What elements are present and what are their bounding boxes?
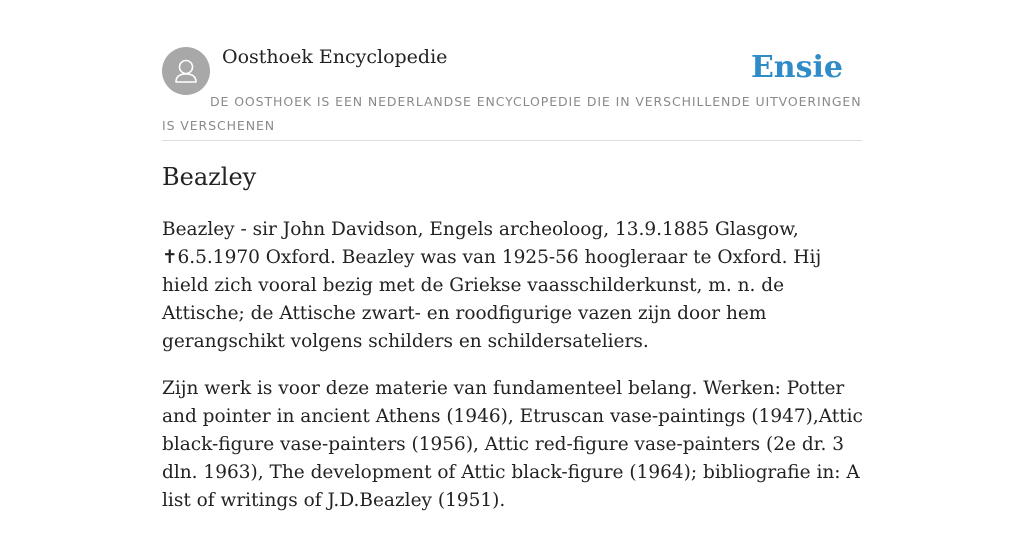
article-paragraph: Zijn werk is voor deze materie van fundamenteel belang. Werken: Potter and pointer in ancient Athens (1946), Etruscan vase-paintings (1947),Attic black-figure vase-painters (1956), Attic red-figure vase-painters (2e dr. 3 dln. 1963), The development of Attic black-figure (1964); bibliografie in: A list of writings of J.D.Beazley (1951). — [162, 378, 863, 511]
article-title: Beazley — [162, 163, 257, 191]
source-tagline: DE OOSTHOEK IS EEN NEDERLANDSE ENCYCLOPEDIE DIE IN VERSCHILLENDE UITVOERINGEN IS VERSCHENEN — [162, 94, 862, 133]
article-body — [162, 216, 867, 534]
user-icon[interactable] — [162, 47, 210, 95]
source-name-link[interactable]: Oosthoek Encyclopedie — [222, 46, 448, 68]
ensie-logo-link[interactable]: Ensie — [750, 50, 843, 85]
article-paragraph: Beazley - sir John Davidson, Engels archeoloog, 13.9.1885 Glasgow, ✝6.5.1970 Oxford. Beazley was van 1925-56 hoogleraar te Oxford. Hij hield zich vooral bezig met de Griekse vaasschilderkunst, m. n. de Attische; de Attische zwart- en roodfigurige vazen zijn door hem gerangschikt volgens schilders en schildersateliers. — [162, 219, 822, 352]
source-header — [162, 0, 862, 141]
page-container — [162, 0, 863, 511]
user-icon-glyph — [162, 47, 210, 95]
